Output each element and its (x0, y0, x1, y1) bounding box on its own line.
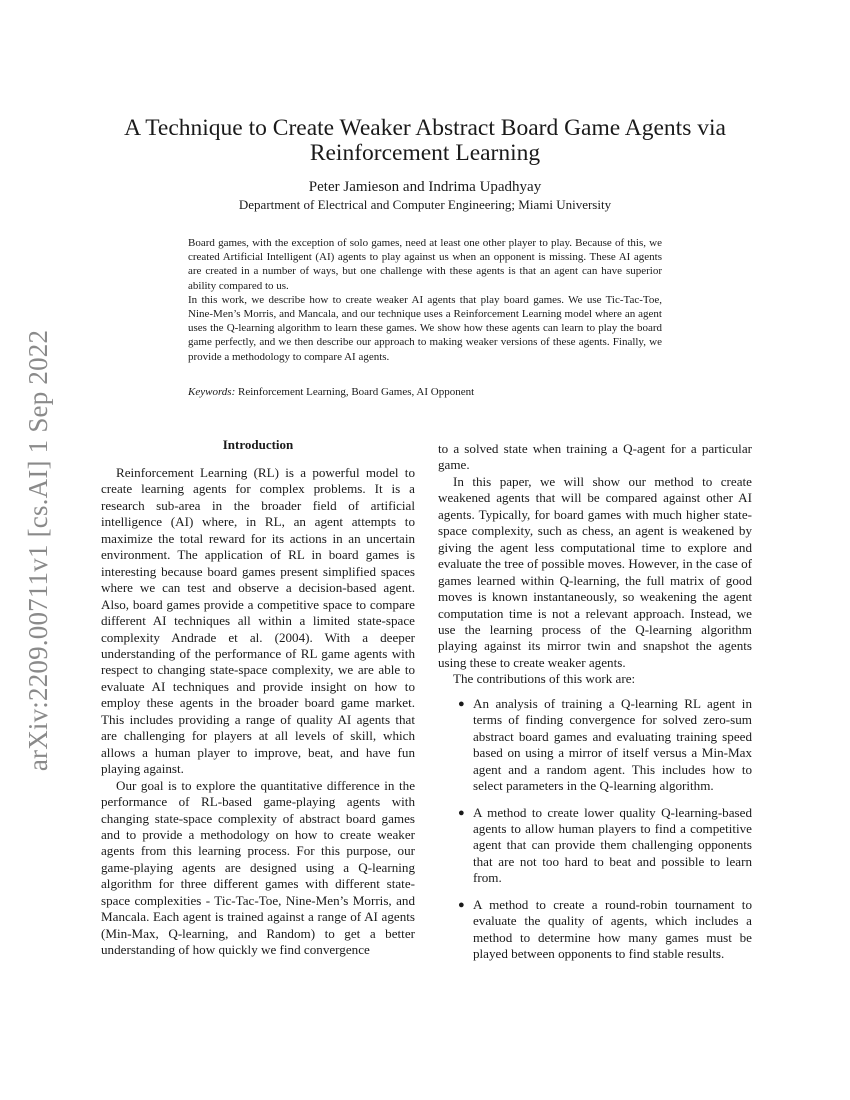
contributions-list (438, 696, 752, 963)
keywords (188, 385, 662, 399)
column-left (101, 437, 415, 959)
body-paragraph-continued: to a solved state when training a Q-agent for a particular game. (438, 441, 752, 473)
list-item (438, 696, 752, 795)
paper-title: A Technique to Create Weaker Abstract Board Game Agents via Reinforcement Learning (124, 115, 726, 166)
list-item-text: A method to create lower quality Q-learning-based agents to allow human players to find a competitive agent that can provide them challenging opponents that are not too hard to beat and possible to learn from. (473, 804, 752, 886)
list-item-text: An analysis of training a Q-learning RL agent in terms of finding convergence for solved zero-sum abstract board games and evaluating training speed based on using a mirror of itself versus a Min-Max agent and a random agent. This includes how to select parameters in the Q-learning algorithm. (473, 695, 752, 794)
section-heading-introduction: Introduction (222, 437, 294, 452)
paper-authors: Peter Jamieson and Indrima Upadhyay (308, 179, 542, 195)
body-paragraph: Our goal is to explore the quantitative difference in the performance of RL-based game-playing agents with changing state-space complexity of abstract board games and to provide a methodology on how to create weaker agents from this learning process. For this purpose, our game-playing agents are designed using a Q-learning algorithm for three different games with different state-space complexities - Tic-Tac-Toe, Nine-Men’s Morris, and Mancala. Each agent is trained against a range of AI agents (Min-Max, Q-learning, and Random) to get a better understanding of how quickly we find convergence (101, 777, 415, 958)
list-item-text: A method to create a round-robin tournament to evaluate the quality of agents, which includes a method to determine how many games must be played between opponents to find stable results. (473, 896, 752, 962)
column-right (438, 441, 752, 973)
abstract-paragraph: Board games, with the exception of solo games, need at least one other player to play. Because of this, we created Artificial Intelligent (AI) agents to play against us when an opponent is missing. These AI agents are created in a number of ways, but one challenge with these agents is that an agent can have superior ability compared to us. (188, 237, 662, 292)
keywords-label: Keywords: (188, 386, 236, 398)
arxiv-identifier-text: arXiv:2209.00711v1 [cs.AI] 1 Sep 2022 (23, 329, 54, 771)
arxiv-identifier (24, 320, 54, 780)
bullet-icon: ● (458, 898, 465, 911)
body-paragraph: In this paper, we will show our method to create weakened agents that will be compared against other AI agents. Typically, for board games with much higher state-space complexity, such as chess, an agent is weakened by giving the agent less computational time to explore and evaluate the tree of possible moves. However, in the case of games learned within Q-learning, the full matrix of good moves is known instantaneously, so weakening the agent computation time is not a relevant approach. Instead, we use the learning process of the Q-learning algorithm playing against its mirror twin and snapshot the agents using these to create weaker agents. (438, 473, 752, 670)
body-paragraph: The contributions of this work are: (453, 671, 636, 687)
bullet-icon: ● (458, 697, 465, 710)
paper-affiliation: Department of Electrical and Computer Engineering; Miami University (238, 197, 612, 212)
keywords-text: Reinforcement Learning, Board Games, AI Opponent (238, 386, 475, 398)
body-paragraph: Reinforcement Learning (RL) is a powerful model to create learning agents for complex problems. It is a research sub-area in the broader field of artificial intelligence (AI) where, in RL, an agent attempts to maximize the total reward for its actions in an uncertain environment. The application of RL in board games is interesting because board games present simplified spaces where we can test and observe a decision-based agent. Also, board games provide a competitive space to compare different AI techniques all within a limited state-space complexity Andrade et al. (2004). With a deeper understanding of the performance of RL game agents with respect to changing state-space complexity, we are able to evaluate AI techniques and provide insight on how to employ these agents in the broader board game market. This includes providing a range of quality AI agents that are challenging for players at all levels of skill, which allows a human player to improve, beat, and have fun playing against. (101, 465, 415, 777)
bullet-icon: ● (458, 806, 465, 819)
abstract (188, 236, 662, 364)
list-item (438, 805, 752, 887)
abstract-paragraph: In this work, we describe how to create weaker AI agents that play board games. We use Tic-Tac-Toe, Nine-Men’s Morris, and Mancala, and our technique uses a Reinforcement Learning model where an agent uses the Q-learning algorithm to learn these games. We show how these agents can learn to play the board game perfectly, and we then describe our approach to making weaker versions of these agents. Finally, we provide a methodology to compare AI agents. (188, 293, 662, 363)
list-item (438, 897, 752, 963)
